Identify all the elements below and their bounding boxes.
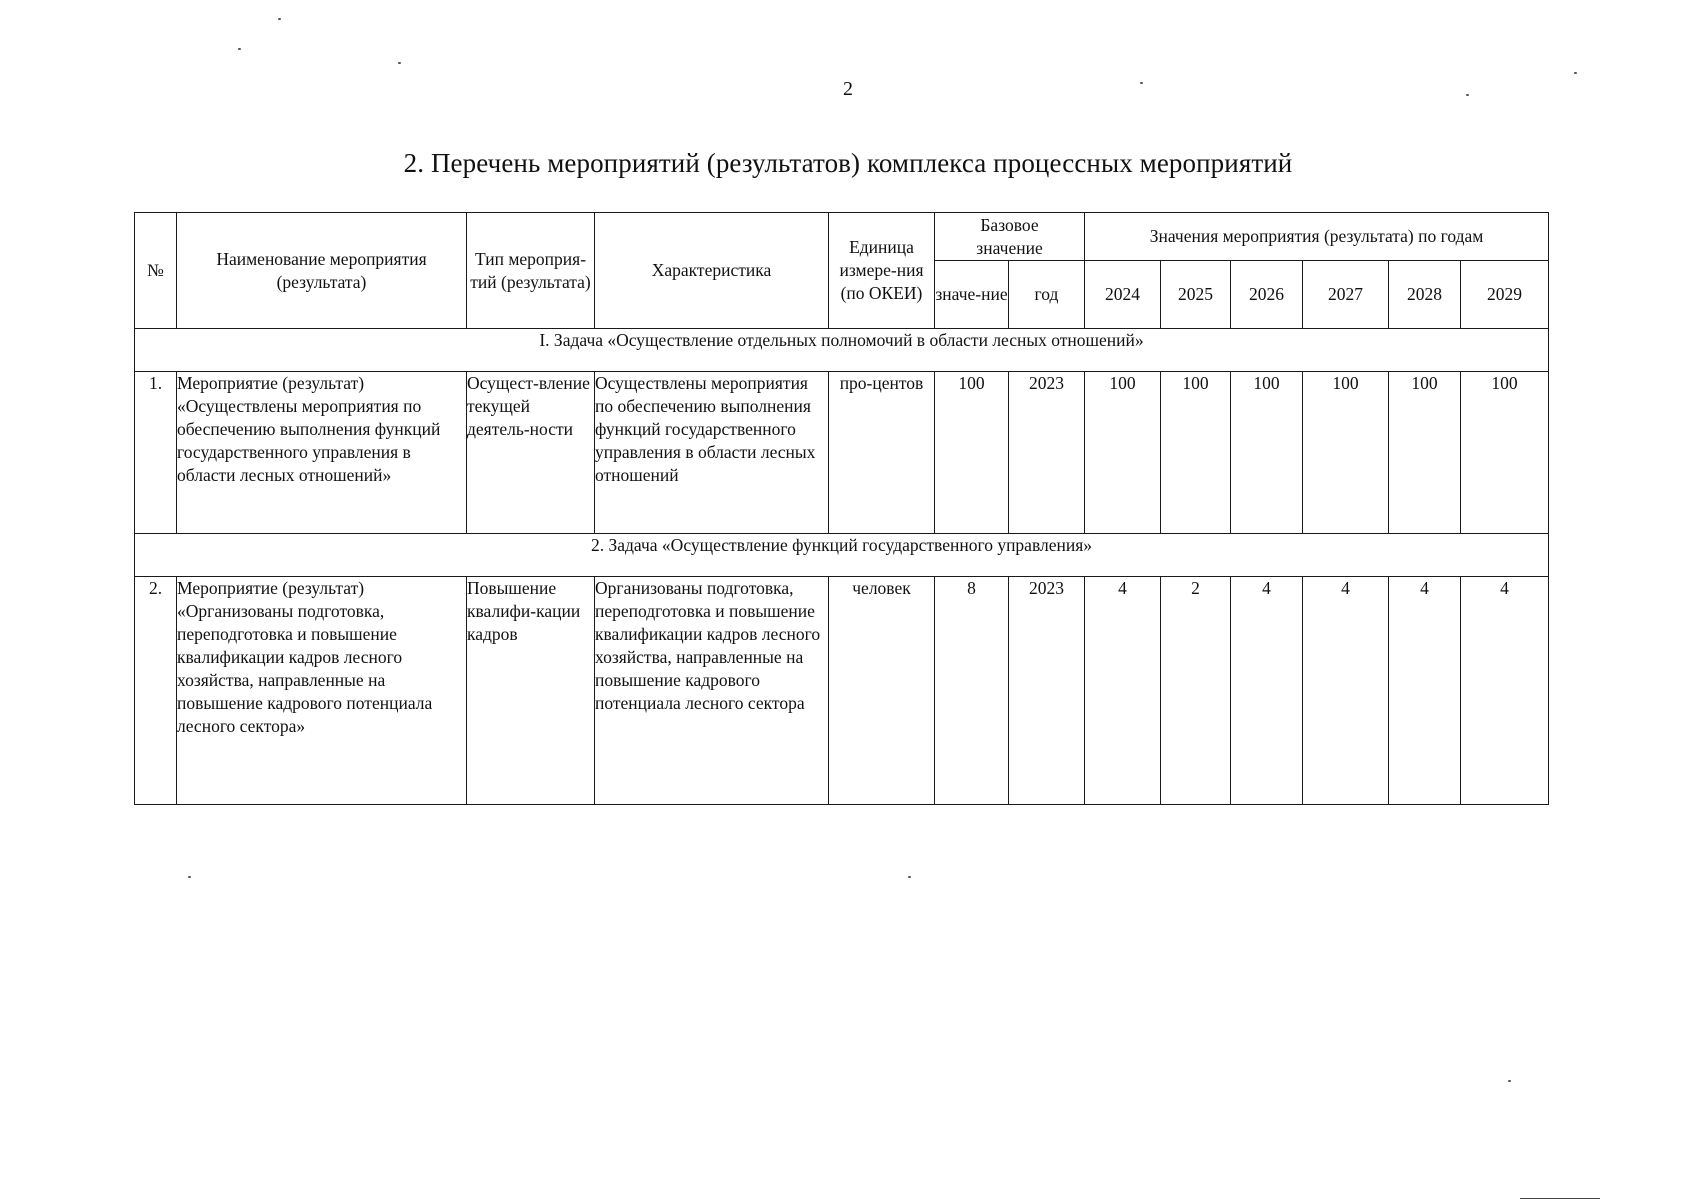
scan-speck	[1574, 72, 1577, 74]
header-year-2029: 2029	[1461, 261, 1549, 329]
scan-speck	[908, 876, 911, 878]
scan-speck	[1140, 82, 1143, 84]
item-characteristic: Осуществлены мероприятия по обеспечению выполнения функций государственного управления в области лесных отношений	[595, 372, 829, 534]
header-name: Наименование мероприятия (результата)	[177, 213, 467, 329]
task-title: 2. Задача «Осуществление функций государственного управления»	[135, 534, 1549, 577]
table-row	[135, 577, 1549, 805]
item-value-2025: 2	[1161, 577, 1231, 805]
item-num: 1.	[135, 372, 177, 534]
item-unit: человек	[829, 577, 935, 805]
item-value-2028: 100	[1389, 372, 1461, 534]
item-name: Мероприятие (результат) «Осуществлены мероприятия по обеспечению выполнения функций государственного управления в области лесных отношений»	[177, 372, 467, 534]
item-base-value: 8	[935, 577, 1009, 805]
item-value-2024: 100	[1085, 372, 1161, 534]
scan-speck	[238, 48, 241, 50]
item-name: Мероприятие (результат) «Организованы подготовка, переподготовка и повышение квалификации кадров лесного хозяйства, направленные на повышение кадрового потенциала лесного сектора»	[177, 577, 467, 805]
item-base-year: 2023	[1009, 577, 1085, 805]
scan-speck	[398, 62, 401, 64]
page-number: 2	[843, 78, 853, 100]
item-num: 2.	[135, 577, 177, 805]
header-year-2028: 2028	[1389, 261, 1461, 329]
item-value-2025: 100	[1161, 372, 1231, 534]
item-base-value: 100	[935, 372, 1009, 534]
item-type: Осущест-вление текущей деятель-ности	[467, 372, 595, 534]
measures-table	[134, 212, 1549, 805]
header-year-2024: 2024	[1085, 261, 1161, 329]
item-value-2028: 4	[1389, 577, 1461, 805]
scan-line	[1520, 1198, 1600, 1199]
document-title: 2. Перечень мероприятий (результатов) комплекса процессных мероприятий	[403, 148, 1293, 178]
scan-speck	[1508, 1080, 1511, 1082]
header-num: №	[135, 213, 177, 329]
header-base-value: значе-ние	[935, 261, 1009, 329]
header-row	[135, 213, 1549, 261]
header-base-year: год	[1009, 261, 1085, 329]
header-year-2025: 2025	[1161, 261, 1231, 329]
table-row	[135, 372, 1549, 534]
item-value-2027: 100	[1303, 372, 1389, 534]
item-value-2027: 4	[1303, 577, 1389, 805]
item-value-2029: 4	[1461, 577, 1549, 805]
item-value-2026: 100	[1231, 372, 1303, 534]
item-value-2024: 4	[1085, 577, 1161, 805]
item-characteristic: Организованы подготовка, переподготовка и повышение квалификации кадров лесного хозяйства, направленные на повышение кадрового потенциала лесного сектора	[595, 577, 829, 805]
item-unit: про-центов	[829, 372, 935, 534]
scan-speck	[188, 876, 191, 878]
header-by-years: Значения мероприятия (результата) по годам	[1085, 213, 1549, 261]
header-unit: Единица измере-ния (по ОКЕИ)	[829, 213, 935, 329]
header-characteristic: Характеристика	[595, 213, 829, 329]
item-value-2026: 4	[1231, 577, 1303, 805]
header-year-2027: 2027	[1303, 261, 1389, 329]
scan-speck	[278, 18, 281, 20]
task-row-2	[135, 534, 1549, 577]
header-base: Базовое значение	[935, 213, 1085, 261]
task-title: I. Задача «Осуществление отдельных полномочий в области лесных отношений»	[135, 329, 1549, 372]
task-row-1	[135, 329, 1549, 372]
item-value-2029: 100	[1461, 372, 1549, 534]
item-base-year: 2023	[1009, 372, 1085, 534]
item-type: Повышение квалифи-кации кадров	[467, 577, 595, 805]
scan-speck	[1466, 94, 1469, 96]
header-year-2026: 2026	[1231, 261, 1303, 329]
header-type: Тип мероприя-тий (результата)	[467, 213, 595, 329]
